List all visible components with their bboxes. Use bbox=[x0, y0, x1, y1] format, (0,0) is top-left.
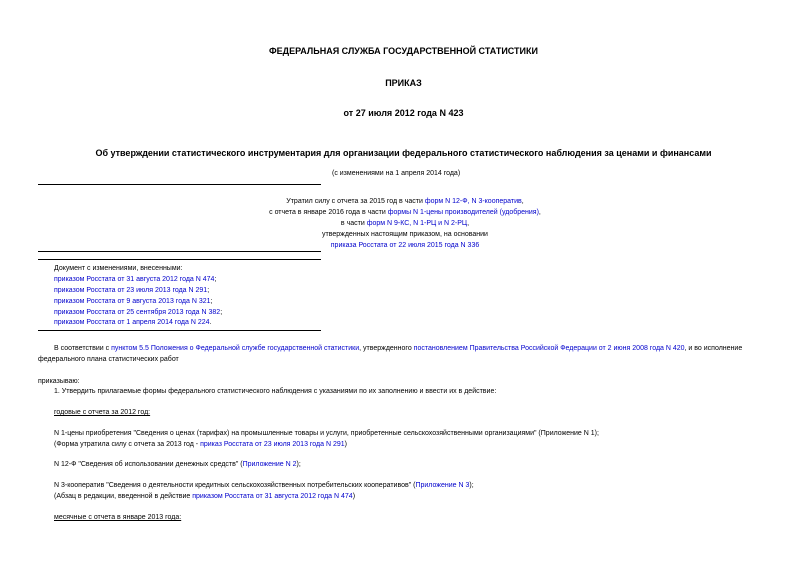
changes-heading: Документ с изменениями, внесенными: bbox=[54, 265, 183, 272]
agency-name: ФЕДЕРАЛЬНАЯ СЛУЖБА ГОСУДАРСТВЕННОЙ СТАТИСТИКИ bbox=[269, 46, 538, 56]
changes-item bbox=[54, 275, 216, 284]
form-3-koop-note bbox=[54, 492, 355, 501]
order-word: приказываю: bbox=[38, 378, 80, 385]
changes-item bbox=[54, 318, 212, 327]
note-text: (Форма утратила силу с отчета за 2013 год - bbox=[54, 441, 201, 448]
changes-link[interactable]: приказом Росстата от 9 августа 2013 года N 321 bbox=[54, 298, 211, 305]
invalidation-line-2 bbox=[200, 208, 610, 217]
punct: , bbox=[521, 198, 524, 205]
preamble-line-1 bbox=[54, 344, 742, 353]
invalidation-link-order-336[interactable]: приказа Росстата от 22 июля 2015 года N 336 bbox=[330, 242, 480, 249]
invalidation-line-4: утвержденных настоящим приказом, на основании bbox=[322, 231, 488, 238]
punct: ); bbox=[469, 482, 474, 489]
punct: ; bbox=[207, 287, 210, 294]
invalidation-text: Утратил силу с отчета за 2015 год в части bbox=[286, 198, 425, 205]
punct: ) bbox=[344, 441, 347, 448]
form-3-koop-text bbox=[54, 481, 474, 490]
link-regulation-5-5[interactable]: пунктом 5.5 Положения о Федеральной службе государственной статистики bbox=[111, 345, 360, 352]
link-appendix-3[interactable]: Приложение N 3 bbox=[415, 482, 470, 489]
punct: , bbox=[467, 220, 470, 227]
changes-item bbox=[54, 286, 209, 295]
form-text: N 3-кооператив "Сведения о деятельности кредитных сельскохозяйственных потребительских кооперативов" ( bbox=[54, 482, 416, 489]
divider bbox=[38, 251, 321, 252]
amendments-note: (с изменениями на 1 апреля 2014 года) bbox=[332, 170, 461, 177]
changes-item bbox=[54, 308, 222, 317]
punct: ) bbox=[352, 493, 356, 500]
form-1-ceny-note bbox=[54, 440, 347, 449]
invalidation-link-form-1-ceny[interactable]: формы N 1-цены производителей (удобрения) bbox=[387, 209, 539, 216]
changes-link[interactable]: приказом Росстата от 1 апреля 2014 года N 224 bbox=[54, 319, 210, 326]
doc-date-number: от 27 июля 2012 года N 423 bbox=[343, 108, 464, 118]
divider bbox=[38, 259, 321, 260]
link-government-decree-420[interactable]: постановлением Правительства Российской Федерации от 2 июня 2008 года N 420 bbox=[413, 345, 685, 352]
preamble-text: В соответствии с bbox=[54, 345, 112, 352]
form-text: N 12-Ф "Сведения об использовании денежных средств" ( bbox=[54, 461, 243, 468]
preamble-text: , и во исполнение bbox=[684, 345, 743, 352]
divider bbox=[38, 330, 321, 331]
link-order-291[interactable]: приказ Росстата от 23 июля 2013 года N 291 bbox=[200, 441, 345, 448]
invalidation-line-1 bbox=[200, 197, 610, 206]
punct: ; bbox=[214, 276, 217, 283]
doc-title: Об утверждении статистического инструментария для организации федерального статистического наблюдения за ценами и финансами bbox=[95, 148, 712, 158]
invalidation-link-forms-12f-3koop[interactable]: форм N 12-Ф, N 3-кооператив bbox=[424, 198, 522, 205]
preamble-line-2: федерального плана статистических работ bbox=[38, 356, 179, 363]
changes-link[interactable]: приказом Росстата от 25 сентября 2013 года N 382 bbox=[54, 309, 221, 316]
invalidation-line-5 bbox=[200, 241, 610, 250]
link-appendix-2[interactable]: Приложение N 2 bbox=[242, 461, 297, 468]
invalidation-text: с отчета в январе 2016 года в части bbox=[269, 209, 388, 216]
section-annual-2012: годовые с отчета за 2012 год: bbox=[54, 409, 151, 416]
punct: ); bbox=[296, 461, 301, 468]
invalidation-line-3 bbox=[200, 219, 610, 228]
punct: ; bbox=[210, 298, 213, 305]
form-12f-text bbox=[54, 460, 301, 469]
punct: ; bbox=[220, 309, 223, 316]
changes-link[interactable]: приказом Росстата от 31 августа 2012 года N 474 bbox=[54, 276, 215, 283]
section-monthly-2013: месячные с отчета в январе 2013 года: bbox=[54, 514, 182, 521]
changes-link[interactable]: приказом Росстата от 23 июля 2013 года N 291 bbox=[54, 287, 208, 294]
form-1-ceny-text: N 1-цены приобретения "Сведения о ценах (тарифах) на промышленные товары и услуги, приобретенные сельскохозяйственными организациями" (Приложение N 1); bbox=[54, 430, 599, 437]
invalidation-text: в части bbox=[340, 220, 367, 227]
punct: . bbox=[209, 319, 212, 326]
item-1: 1. Утвердить прилагаемые формы федерального статистического наблюдения с указаниями по их заполнению и ввести их в действие: bbox=[54, 388, 497, 395]
changes-item bbox=[54, 297, 212, 306]
link-order-474[interactable]: приказом Росстата от 31 августа 2012 года N 474 bbox=[192, 493, 353, 500]
punct: , bbox=[538, 209, 541, 216]
preamble-text: , утвержденного bbox=[359, 345, 414, 352]
note-text: (Абзац в редакции, введенной в действие bbox=[54, 493, 193, 500]
doc-type: ПРИКАЗ bbox=[385, 78, 422, 88]
invalidation-link-forms-9ks[interactable]: форм N 9-КС, N 1-РЦ и N 2-РЦ bbox=[366, 220, 468, 227]
divider bbox=[38, 184, 321, 185]
